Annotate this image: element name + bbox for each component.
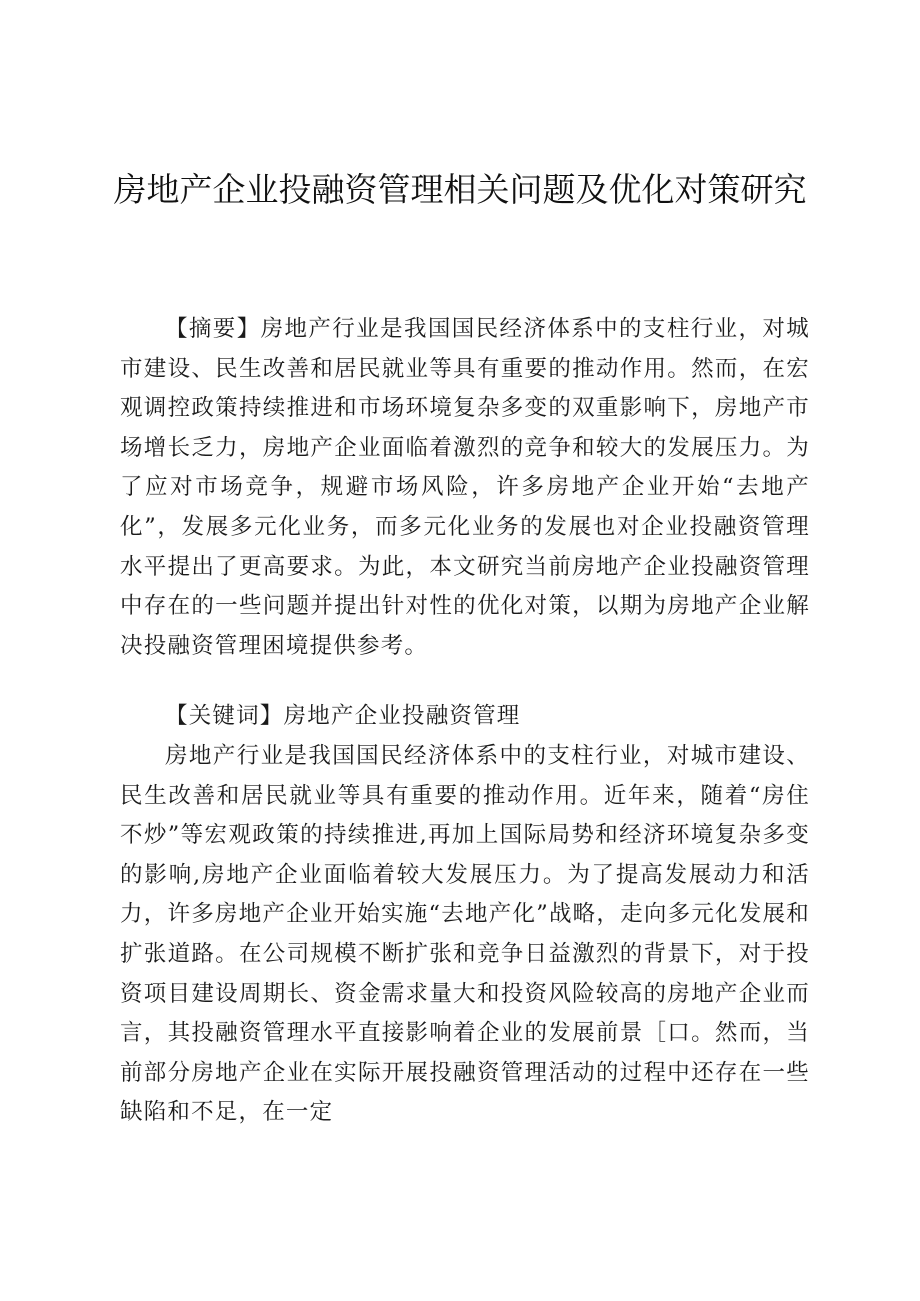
- intro-paragraph: 房地产行业是我国国民经济体系中的支柱行业，对城市建设、民生改善和居民就业等具有重要的推动作用。近年来，随着“房住不炒”等宏观政策的持续推进,再加上国际局势和经济环境复杂多变的影响,房地产企业面临着较大发展压力。为了提高发展动力和活力，许多房地产企业开始实施“去地产化”战略，走向多元化发展和扩张道路。在公司规模不断扩张和竞争日益激烈的背景下，对于投资项目建设周期长、资金需求量大和投资风险较高的房地产企业而言，其投融资管理水平直接影响着企业的发展前景［口。然而，当前部分房地产企业在实际开展投融资管理活动的过程中还存在一些缺陷和不足，在一定: [120, 743, 810, 1126]
- abstract-paragraph: 【摘要】房地产行业是我国国民经济体系中的支柱行业，对城市建设、民生改善和居民就业等具有重要的推动作用。然而，在宏观调控政策持续推进和市场环境复杂多变的双重影响下，房地产市场增长乏力，房地产企业面临着激烈的竞争和较大的发展压力。为了应对市场竞争，规避市场风险，许多房地产企业开始“去地产化”，发展多元化业务，而多元化业务的发展也对企业投融资管理水平提出了更高要求。为此，本文研究当前房地产企业投融资管理中存在的一些问题并提出针对性的优化对策，以期为房地产企业解决投融资管理困境提供参考。: [120, 316, 810, 659]
- document-title: 房地产企业投融资管理相关问题及优化对策研究: [113, 170, 807, 209]
- keywords-paragraph: 【关键词】房地产企业投融资管理: [165, 703, 521, 729]
